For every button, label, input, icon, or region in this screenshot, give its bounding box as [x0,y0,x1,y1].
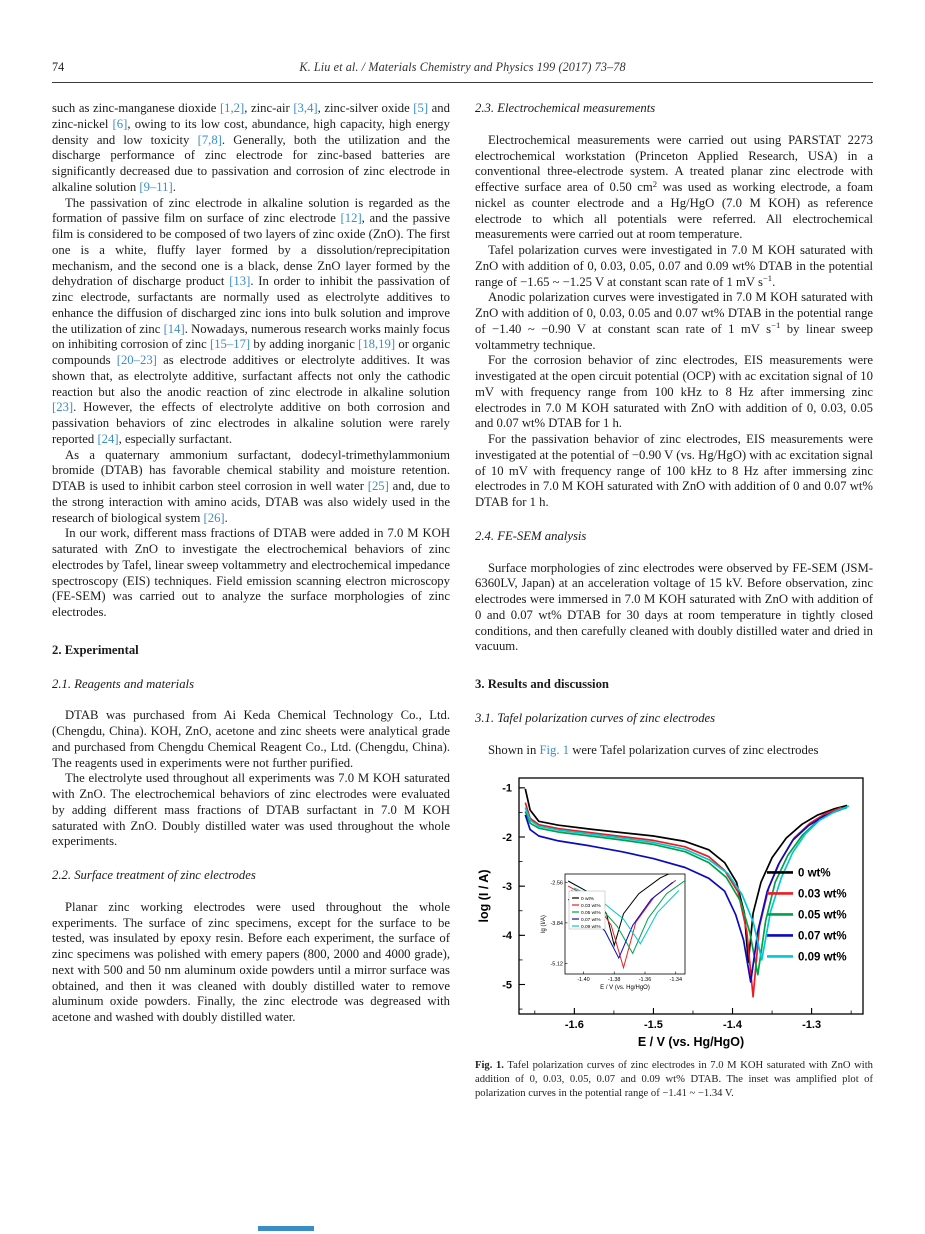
svg-text:0.03 wt%: 0.03 wt% [798,888,847,901]
citation-link[interactable]: [12] [340,211,362,226]
section-heading: 2. Experimental [52,642,139,657]
page-edge-link-artifact [258,1226,314,1231]
svg-text:-5: -5 [502,979,512,992]
paragraph [475,243,873,290]
subsection-heading: 2.2. Surface treatment of zinc electrodes [52,868,256,882]
subsection-heading: 2.1. Reagents and materials [52,676,195,691]
text-run: −1 [771,320,781,331]
svg-text:-3: -3 [502,881,512,894]
svg-text:-1.36: -1.36 [638,977,652,984]
subsection-heading: 3.1. Tafel polarization curves of zinc electrodes [475,710,716,725]
text-run: were Tafel polarization curves of zinc electrodes [569,742,819,757]
figure-1 [475,772,873,1101]
svg-text:-1.38: -1.38 [607,977,621,984]
svg-text:-1.6: -1.6 [564,1019,584,1032]
svg-text:-1.3: -1.3 [802,1019,822,1032]
citation-link[interactable]: [5] [413,101,429,115]
citation-link[interactable]: [15–17] [209,337,251,352]
citation-link[interactable]: [6] [112,116,128,131]
text-run: , owing to its low cost, abundance, high capacity, high energy density and low toxicity [52,116,450,147]
text-run: As a quaternary ammonium surfactant, dodecyl-trimethylammonium bromide (DTAB) has favorable chemical stability and moisture retention. DTAB is used to inhibit carbon steel corrosion in well water [52,447,450,493]
text-run: , zinc-silver oxide [317,101,414,115]
citation-link[interactable]: [9–11] [139,179,173,194]
paragraph [475,133,873,243]
paragraph [475,432,873,511]
paragraph [475,561,873,656]
text-run: . However, the effects of electrolyte additive on both corrosion and passivation behaviors of zinc electrodes in alkaline solution were rarely reported [52,400,450,446]
text-run: −1 [762,273,773,284]
subsection-heading: 2.4. FE-SEM analysis [475,528,587,543]
svg-text:E / V (vs. Hg/HgO): E / V (vs. Hg/HgO) [600,985,650,992]
citation-link[interactable]: [26] [203,510,225,525]
svg-text:0 wt%: 0 wt% [581,897,595,903]
text-run: DTAB was purchased from Ai Keda Chemical Technology Co., Ltd. (Chengdu, China). KOH, ZnO, acetone and zinc sheets were analytical grade and purchased from Chengdu Chemical Reagent Co., Ltd. (Chengdu, China). The reagents used in experiments were not further purified. [52,708,450,770]
svg-text:0.09 wt%: 0.09 wt% [581,925,601,931]
text-run: 2 [652,178,658,189]
text-run: Surface morphologies of zinc electrodes were observed by FE-SEM (JSM-6360LV, Japan) at an acceleration voltage of 15 kV. Before observation, zinc electrodes were immersed in 7.0 M KOH saturated with ZnO with addition of 0 and 0.07 wt% DTAB for 30 days at room temperature in tightly closed conditions, and then carefully cleaned with doubly distilled water and dried in vacuum. [475,560,873,654]
svg-text:-1.4: -1.4 [723,1019,743,1032]
text-run: The passivation of zinc electrode in alkaline solution is regarded as the formation of passive film on surface of zinc electrode [52,195,450,226]
paragraph [52,900,450,1026]
citation-link[interactable]: [1,2] [219,101,245,115]
svg-text:0.09 wt%: 0.09 wt% [798,951,847,964]
svg-text:-5.12: -5.12 [550,961,563,968]
svg-text:log (I / A): log (I / A) [477,869,491,923]
text-run: Planar zinc working electrodes were used throughout the whole experiments. The surface of zinc specimens, except for the surface to be tested, was insulated by epoxy resin. Before each experiment, the surface of zinc specimens was polished with emery papers (800, 2000 and 4000 grade), next with 500 and 50 nm aluminum oxide powders until a mirror surface was obtained, and then it was cleaned with doubly distilled water to remove aluminum oxide powders. Finally, the zinc electrode was degreased with acetone and washed with doubly distilled water. [52,899,450,1024]
citation-link[interactable]: [13] [229,274,251,289]
svg-text:0.05 wt%: 0.05 wt% [798,909,847,922]
svg-text:-1.5: -1.5 [643,1019,663,1032]
text-run: The electrolyte used throughout all experiments was 7.0 M KOH saturated with ZnO. The electrochemical behaviors of zinc electrodes were evaluated by adding different mass fractions of DTAB surfactant in 7.0 M KOH saturated with ZnO. Doubly distilled water was used throughout the whole experiments. [52,771,450,849]
page-number: 74 [52,60,65,74]
svg-text:E / V (vs. Hg/HgO): E / V (vs. Hg/HgO) [637,1035,745,1050]
citation-link[interactable]: [3,4] [293,101,318,115]
caption-label: Fig. 1. [475,1060,504,1072]
citation-link[interactable]: [23] [52,400,74,415]
page-header [52,60,873,83]
text-run: Tafel polarization curves of zinc electrodes in 7.0 M KOH saturated with ZnO with addition of 0, 0.03, 0.05, 0.07 and 0.09 wt% DTAB. The inset was amplified plot of polarization curves in the potential range of −1.41 ~ −1.34 V. [475,1060,873,1100]
svg-text:-1: -1 [502,782,512,795]
text-run: . [772,274,776,289]
text-run: Shown in [488,742,540,757]
text-run: . Generally, both the utilization and the discharge performance of zinc electrode for zinc-based batteries are significantly decreased due to passivation and corrosion of zinc electrode in alkaline solution [52,132,451,194]
svg-text:-2.56: -2.56 [550,880,563,887]
left-column [52,100,450,1101]
svg-text:-2: -2 [502,832,512,845]
subsection-heading: 2.3. Electrochemical measurements [475,101,656,115]
text-run: , especially surfactant. [118,431,233,446]
text-run: Electrochemical measurements were carried out using PARSTAT 2273 electrochemical workstation (Princeton Applied Research, USA) in a conventional three-electrode system. A treated planar zinc electrode with effective surface area of 0.50 cm [475,132,873,194]
text-run: . Nowadays, numerous research works mainly focus on inhibiting corrosion of zinc [52,321,450,352]
citation-link[interactable]: [18,19] [358,337,396,352]
paragraph [52,448,450,527]
text-run: by adding inorganic [250,337,359,352]
paragraph [52,526,450,621]
svg-text:0.07 wt%: 0.07 wt% [581,918,601,924]
text-run: For the corrosion behavior of zinc electrodes, EIS measurements were investigated at the open circuit potential (OCP) with ac excitation signal of 10 mV with frequency range from 100 kHz to 8 Hz after immersing zinc electrodes in 7.0 M KOH saturated with ZnO with addition of 0, 0.03, 0.05 and 0.07 wt% DTAB for 1 h. [475,353,873,431]
paragraph [475,743,873,759]
citation-link[interactable]: [24] [97,431,119,446]
citation-link[interactable]: [7,8] [197,132,222,147]
text-run: and zinc-nickel [52,101,450,131]
text-run: and, due to the strong interaction with amino acids, DTAB was also widely used in the research of biological system [52,479,450,525]
citation-link[interactable]: Fig. 1 [539,742,570,757]
text-run: by linear sweep voltammetry technique. [475,321,873,352]
text-run: or organic compounds [52,337,450,367]
text-run: , zinc-air [244,101,294,115]
text-run: was used as working electrode, a foam nickel as counter electrode and a Hg/HgO (7.0 M KOH) as reference electrode to which all potentials were referred. All electrochemical measurements were carried out at room temperature. [475,180,873,242]
svg-text:0.03 wt%: 0.03 wt% [581,904,601,910]
svg-text:lg (I/A): lg (I/A) [541,915,547,934]
text-run: as electrode additives or electrolyte additives. It was shown that, as electrolyte additive, surfactant affects not only the cathodic reaction but also the anodic reaction of zinc electrode in alkaline solution [52,353,450,399]
svg-text:-1.34: -1.34 [669,977,683,984]
svg-text:0.05 wt%: 0.05 wt% [581,911,601,917]
citation-link[interactable]: [25] [367,479,389,493]
svg-text:0 wt%: 0 wt% [798,867,831,880]
citation-link[interactable]: [14] [163,321,185,336]
paragraph [52,101,450,196]
header-row [52,60,873,75]
paragraph [52,708,450,771]
paragraph [475,290,873,353]
text-run: , and the passive film is considered to be composed of two layers of zinc oxide (ZnO). The first one is a white, fluffy layer formed by a dissolution/reprecipitation mechanism, and the second one is a black, dense ZnO layer formed by the dehydration of discharge product [52,211,450,289]
two-column-body [52,100,873,1101]
header-rule [52,82,873,83]
paragraph [52,771,450,850]
text-run: Tafel polarization curves were investigated in 7.0 M KOH saturated with ZnO with addition of 0, 0.03, 0.05, 0.07 and 0.09 wt% DTAB in the potential range of −1.65 ~ −1.25 V at constant scan rate of 1 mV s [475,243,873,289]
text-run: . In order to inhibit the passivation of zinc electrode, surfactants are normally used as electrolyte additives to enhance the diffusion of discharged zinc ions into bulk solution and improve the utilization of zinc [52,274,451,336]
svg-text:-3.84: -3.84 [550,921,563,928]
svg-text:-1.40: -1.40 [577,977,590,984]
right-column [475,100,873,1101]
text-run: In our work, different mass fractions of DTAB were added in 7.0 M KOH saturated with ZnO to investigate the electrochemical behaviors of zinc electrodes by Tafel, linear sweep voltammetry and electrochemical impedance spectroscopy (EIS) techniques. Field emission scanning electron microscopy (FE-SEM) was carried out to analyze the surface morphologies of zinc electrodes. [52,526,450,619]
text-run: For the passivation behavior of zinc electrodes, EIS measurements were investigated at the potential of −0.90 V (vs. Hg/HgO) with ac excitation signal of 10 mV with frequency range of 100 kHz to 8 Hz after immersing zinc electrodes in 7.0 M KOH saturated with ZnO with addition of 0 and 0.07 wt% DTAB for 1 h. [475,432,873,509]
text-run: . [224,510,228,525]
figure-caption [475,1059,873,1101]
section-heading: 3. Results and discussion [475,677,609,691]
paragraph [475,353,873,432]
text-run: such as zinc-manganese dioxide [52,101,220,115]
tafel-polarization-chart [475,772,873,1050]
running-head: K. Liu et al. / Materials Chemistry and Physics 199 (2017) 73–78 [299,60,626,74]
svg-text:0.07 wt%: 0.07 wt% [798,930,847,943]
svg-text:-4: -4 [502,930,512,943]
paragraph [52,196,450,448]
text-run: Anodic polarization curves were investigated in 7.0 M KOH saturated with ZnO with addition of 0, 0.03, 0.05 and 0.07 wt% DTAB in the potential range of −1.40 ~ −0.90 V at constant scan rate of 1 mV s [475,290,873,336]
text-run: . [172,179,176,194]
citation-link[interactable]: [20–23] [116,353,157,367]
